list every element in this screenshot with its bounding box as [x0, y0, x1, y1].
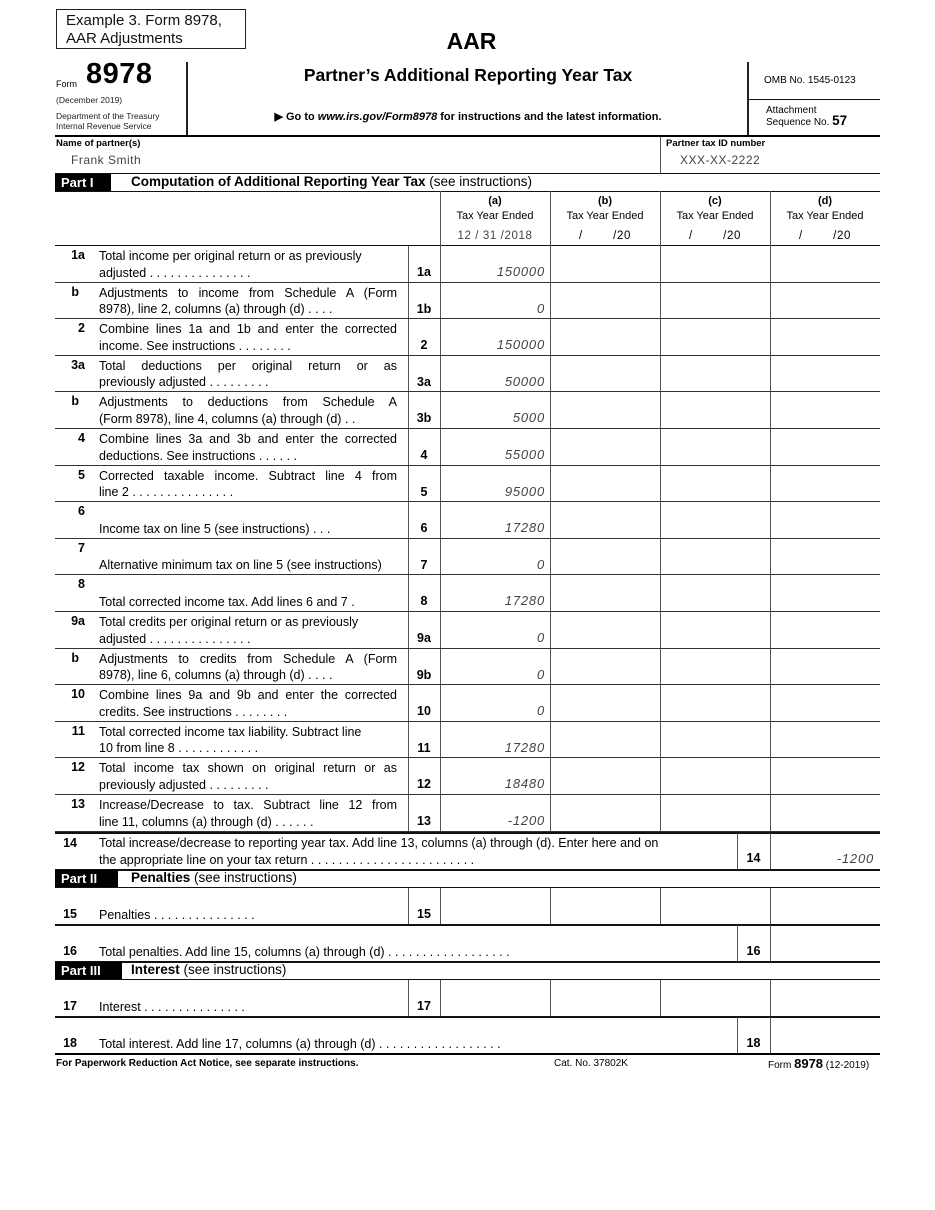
line-description-2: income. See instructions . . . . . . . . [99, 338, 291, 353]
col-d-value-field[interactable] [770, 722, 880, 759]
line-number: 13 [71, 797, 85, 811]
part2-tag: Part II [55, 870, 118, 887]
line-description [99, 504, 397, 537]
part3-title [131, 962, 286, 977]
line-number: 2 [78, 321, 85, 336]
col-c-value-field[interactable] [660, 356, 770, 393]
part2-title-text: Penalties [131, 870, 191, 885]
col-a-value-field[interactable]: 55000 [504, 447, 545, 462]
line-description [99, 248, 397, 281]
line-description [99, 541, 397, 574]
line-description [99, 468, 397, 501]
col-a-value-field[interactable]: 17280 [504, 739, 545, 755]
line15-col-a-field[interactable] [440, 888, 551, 924]
col-b-value-field[interactable] [550, 356, 660, 393]
line-number: 8 [78, 577, 85, 592]
line-13-row [55, 795, 880, 832]
sequence-number: 57 [832, 113, 848, 128]
line-description: Penalties . . . . . . . . . . . . . . . [99, 908, 255, 922]
aar-heading: AAR [446, 28, 497, 54]
partner-tin-label: Partner tax ID number [666, 138, 766, 149]
col-c-value-field[interactable] [660, 685, 770, 722]
line14-value-field[interactable]: -1200 [836, 851, 874, 866]
line-description-1: Total income per original return or as previously [99, 249, 362, 263]
col-a-value-field[interactable]: 18480 [504, 776, 545, 792]
column-header-b [550, 194, 660, 244]
col-b-value-field[interactable] [550, 795, 660, 832]
line-description-2: 10 from line 8 . . . . . . . . . . . . [99, 741, 259, 756]
col-d-value-field[interactable] [770, 356, 880, 393]
footer-form-suffix: (12-2019) [823, 1060, 870, 1071]
col-d-value-field[interactable] [770, 685, 880, 722]
line-box-label: 17 [417, 999, 431, 1013]
line-number: b [71, 284, 79, 299]
line-description: Total interest. Add line 17, columns (a) through (d) . . . . . . . . . . . . . . . . . . [99, 1037, 501, 1051]
line-8-row [55, 575, 880, 612]
line-11-row [55, 722, 880, 759]
line-description-2: Income tax on line 5 (see instructions) . . . [99, 521, 331, 536]
line-number: 6 [78, 504, 85, 519]
col-d-value-field[interactable] [770, 319, 880, 356]
col-a-value-field[interactable]: 0 [536, 300, 545, 316]
line-description-2: (Form 8978), line 4, columns (a) through (d) . . [99, 411, 356, 426]
line-description-2: line 2 . . . . . . . . . . . . . . . [99, 485, 234, 500]
paperwork-notice: For Paperwork Reduction Act Notice, see separate instructions. [56, 1058, 359, 1069]
line-number: 5 [78, 467, 85, 482]
part3-tag: Part III [55, 962, 122, 979]
line-description-1: Total increase/decrease to reporting year tax. Add line 13, columns (a) through (d). Enter here and on [99, 836, 659, 850]
line-description [99, 321, 397, 354]
column-letter: (b) [597, 195, 613, 207]
line-number: 11 [71, 723, 85, 738]
attachment-label: Attachment [766, 105, 817, 116]
col-a-value-field[interactable]: 0 [536, 666, 545, 682]
line-description: Total penalties. Add line 15, columns (a) through (d) . . . . . . . . . . . . . . . . . . [99, 945, 510, 959]
line-number: 18 [63, 1036, 77, 1050]
line-description-1 [99, 504, 397, 521]
line-description-2: adjusted . . . . . . . . . . . . . . . [99, 631, 251, 646]
col-d-value-field[interactable] [770, 283, 880, 320]
dept-line2: Internal Revenue Service [56, 121, 152, 131]
line-number: 14 [63, 836, 77, 850]
line16-value-field[interactable] [770, 925, 881, 961]
line-description-1 [99, 541, 397, 558]
line-description-1: Total income tax shown on original return or as [99, 761, 397, 776]
col-c-value-field[interactable] [660, 758, 770, 795]
col-b-value-field[interactable] [550, 466, 660, 503]
line-number: b [71, 394, 79, 409]
col-c-value-field[interactable] [660, 575, 770, 612]
col-d-value-field[interactable] [770, 795, 880, 832]
line-description-1: Increase/Decrease to tax. Subtract line 12 from [99, 798, 397, 812]
line-box-label: 11 [417, 740, 431, 755]
col-d-value-field[interactable] [770, 466, 880, 503]
line-box-label: 3b [416, 411, 432, 426]
tax-year-ended-date-field[interactable]: / /20 [689, 230, 741, 242]
line-description [99, 358, 397, 391]
line17-box-border [408, 980, 409, 1016]
form-bottom-rule [55, 1053, 880, 1055]
line-2-row [55, 319, 880, 356]
attachment-sequence [766, 106, 847, 128]
part2-title [131, 870, 297, 885]
col-c-value-field[interactable] [660, 795, 770, 832]
line-description [99, 285, 397, 318]
line-description-1: Adjustments to credits from Schedule A (Form [99, 651, 397, 666]
line17-col-c-field[interactable] [660, 980, 771, 1016]
line-12-row [55, 758, 880, 795]
column-label: Tax Year Ended [786, 210, 864, 222]
example-label-line2: AAR Adjustments [66, 30, 183, 47]
line-box-label: 1a [417, 265, 431, 279]
line-number: 17 [63, 999, 77, 1013]
column-label: Tax Year Ended [456, 210, 534, 222]
line16-box-label: 16 [746, 944, 761, 958]
line-box-label: 13 [417, 814, 431, 828]
form-word: Form [56, 79, 77, 89]
column-letter: (c) [708, 195, 722, 207]
line-description: Interest . . . . . . . . . . . . . . . [99, 1000, 245, 1014]
line15-col-c-field[interactable] [660, 888, 771, 924]
col-a-value-field[interactable]: 17280 [504, 593, 545, 609]
line-1a-row [55, 246, 880, 283]
partner-divider [660, 137, 661, 173]
line-4-row [55, 429, 880, 466]
col-a-value-field[interactable]: 17280 [504, 520, 545, 536]
line-description-1: Total credits per original return or as previously [99, 615, 359, 629]
col-d-value-field[interactable] [770, 246, 880, 283]
part3-title-note: (see instructions) [179, 962, 287, 977]
line-description-1: Adjustments to deductions from Schedule A [99, 395, 397, 410]
part1-header-rule [55, 191, 880, 192]
col-b-value-field[interactable] [550, 392, 660, 429]
col-b-value-field[interactable] [550, 612, 660, 649]
line-number: 12 [71, 760, 85, 775]
line-description [99, 724, 397, 757]
goto-prefix: ▶ Go to [274, 111, 318, 123]
part1-title-text: Computation of Additional Reporting Year Tax [131, 174, 426, 189]
partner-name-field[interactable]: Frank Smith [71, 153, 142, 167]
col-b-value-field[interactable] [550, 319, 660, 356]
line-5-row [55, 466, 880, 503]
part1-tag: Part I [55, 174, 111, 191]
line-box-label: 12 [417, 777, 431, 792]
col-d-value-field[interactable] [770, 539, 880, 576]
line-description-2: line 11, columns (a) through (d) . . . . . . [99, 814, 314, 829]
col-b-value-field[interactable] [550, 575, 660, 612]
col-c-value-field[interactable] [660, 722, 770, 759]
column-label: Tax Year Ended [676, 210, 754, 222]
line-description [99, 835, 739, 868]
col-c-value-field[interactable] [660, 429, 770, 466]
line-box-label: 7 [420, 557, 428, 572]
partner-name-label: Name of partner(s) [56, 138, 141, 149]
footer-form-number: 8978 [794, 1056, 824, 1071]
line-description [99, 651, 397, 684]
line17-col-a-field[interactable] [440, 980, 551, 1016]
col-d-value-field[interactable] [770, 575, 880, 612]
line-description [99, 614, 397, 647]
col-c-value-field[interactable] [660, 392, 770, 429]
tax-year-ended-date-field[interactable]: / /20 [579, 230, 631, 242]
col-b-value-field[interactable] [550, 758, 660, 795]
line15-col-b-field[interactable] [550, 888, 661, 924]
line-3a-row [55, 356, 880, 393]
line-box-label: 4 [420, 448, 428, 462]
line-description [99, 797, 397, 830]
line-description-1: Adjustments to income from Schedule A (Form [99, 285, 397, 300]
line-number: 4 [78, 431, 85, 445]
col-c-value-field[interactable] [660, 283, 770, 320]
line-number: 15 [63, 907, 77, 921]
line-description-2: credits. See instructions . . . . . . . . [99, 704, 288, 719]
col-b-value-field[interactable] [550, 649, 660, 686]
line17-col-d-field[interactable] [770, 980, 881, 1016]
line-description [99, 577, 397, 610]
line-box-label: 15 [417, 907, 431, 921]
line-description [99, 431, 397, 464]
irs-url-link[interactable]: www.irs.gov/Form8978 [317, 111, 438, 123]
col-d-value-field[interactable] [770, 429, 880, 466]
col-a-value-field[interactable]: 95000 [504, 483, 545, 499]
line-description-2: 8978), line 6, columns (a) through (d) . . . . [99, 668, 333, 683]
part3-title-text: Interest [131, 962, 180, 977]
line-description-2: Alternative minimum tax on line 5 (see instructions) [99, 558, 382, 573]
line-description-2: adjusted . . . . . . . . . . . . . . . [99, 265, 251, 280]
line-description [99, 394, 397, 427]
col-a-value-field[interactable]: 0 [536, 703, 545, 719]
col-b-value-field[interactable] [550, 502, 660, 539]
sequence-label: Sequence No. [766, 117, 830, 128]
col-d-value-field[interactable] [770, 649, 880, 686]
col-c-value-field[interactable] [660, 319, 770, 356]
line14-box-label: 14 [746, 851, 761, 865]
line-number: 16 [63, 944, 77, 958]
col-c-value-field[interactable] [660, 502, 770, 539]
line18-value-field[interactable] [770, 1017, 881, 1053]
line-box-label: 3a [417, 374, 431, 389]
column-header-d [770, 194, 880, 244]
line-description-2: deductions. See instructions . . . . . . [99, 448, 298, 463]
part1-title-note: (see instructions) [425, 174, 533, 189]
col-a-value-field[interactable]: -1200 [507, 813, 545, 828]
footer-form-prefix: Form [768, 1060, 795, 1071]
line-description-1: Combine lines 9a and 9b and enter the corrected [99, 688, 397, 703]
col-c-value-field[interactable] [660, 612, 770, 649]
col-d-value-field[interactable] [770, 502, 880, 539]
col-a-value-field[interactable]: 150000 [496, 337, 545, 353]
column-letter: (d) [817, 195, 833, 207]
column-label: Tax Year Ended [566, 210, 644, 222]
line-box-label: 2 [420, 338, 428, 353]
line-number: 10 [71, 687, 85, 702]
line-description [99, 687, 397, 720]
cat-number: Cat. No. 37802K [554, 1058, 628, 1069]
part1-title [131, 174, 532, 189]
column-header-c [660, 194, 770, 244]
line-number: 9a [71, 614, 85, 628]
column-letter: (a) [488, 195, 502, 207]
line-description-2: 8978), line 2, columns (a) through (d) . . . . [99, 302, 333, 317]
line-9b-row [55, 649, 880, 686]
col-b-value-field[interactable] [550, 429, 660, 466]
line-box-label: 9b [416, 667, 432, 682]
line-number: b [71, 650, 79, 665]
line18-box-label: 18 [746, 1036, 761, 1050]
line-box-label: 10 [417, 704, 431, 719]
line-6-row [55, 502, 880, 539]
department-info [56, 111, 159, 131]
col-a-value-field[interactable]: 5000 [512, 410, 545, 426]
form-title: Partner’s Additional Reporting Year Tax [303, 65, 633, 85]
line-description-1: Total deductions per original return or as [99, 358, 397, 373]
line-1b-row [55, 283, 880, 320]
col-a-value-field[interactable]: 0 [536, 556, 545, 572]
line17-col-b-field[interactable] [550, 980, 661, 1016]
line-description [99, 760, 397, 793]
goto-suffix: for instructions and the latest information. [437, 111, 662, 123]
line-10-row [55, 685, 880, 722]
col-a-value-field[interactable]: 150000 [496, 264, 545, 279]
part2-title-note: (see instructions) [190, 870, 297, 885]
instructions-link-line [188, 110, 748, 123]
footer-form-id [768, 1056, 869, 1071]
dept-line1: Department of the Treasury [56, 111, 160, 121]
col-c-value-field[interactable] [660, 246, 770, 283]
line-description-2: the appropriate line on your tax return . . . . . . . . . . . . . . . . . . . . . . . . [99, 852, 475, 867]
line-description-1: Corrected taxable income. Subtract line 4 from [99, 468, 397, 483]
col-b-value-field[interactable] [550, 246, 660, 283]
line-description-1: Combine lines 3a and 3b and enter the corrected [99, 432, 397, 446]
line-box-label: 6 [420, 521, 428, 536]
partner-tin-field[interactable]: XXX-XX-2222 [680, 153, 761, 167]
line-box-label: 9a [417, 631, 431, 645]
col-d-value-field[interactable] [770, 392, 880, 429]
line-3b-row [55, 392, 880, 429]
example-label-line1: Example 3. Form 8978, [66, 12, 222, 29]
col-b-value-field[interactable] [550, 539, 660, 576]
line-description-2: previously adjusted . . . . . . . . . [99, 375, 269, 390]
col-b-value-field[interactable] [550, 685, 660, 722]
tax-year-ended-date-field[interactable]: 12 / 31 /2018 [457, 230, 533, 242]
header-bottom-rule [55, 135, 880, 137]
col-d-value-field[interactable] [770, 612, 880, 649]
col-b-value-field[interactable] [550, 722, 660, 759]
line-9a-row [55, 612, 880, 649]
line-7-row [55, 539, 880, 576]
line-box-label: 5 [420, 484, 428, 499]
line-number: 1a [71, 248, 85, 262]
line15-box-border [408, 888, 409, 924]
form-date: (December 2019) [56, 95, 123, 105]
omb-number: OMB No. 1545-0123 [764, 75, 856, 86]
col-a-value-field[interactable]: 50000 [504, 373, 545, 389]
col-c-value-field[interactable] [660, 466, 770, 503]
line-description-1: Combine lines 1a and 1b and enter the corrected [99, 322, 397, 337]
tax-year-ended-date-field[interactable]: / /20 [799, 230, 851, 242]
line-description-1: Total corrected income tax liability. Subtract line [99, 724, 362, 739]
form-number: 8978 [86, 58, 153, 90]
col-c-value-field[interactable] [660, 649, 770, 686]
line-number: 3a [71, 357, 85, 372]
line-description-2: previously adjusted . . . . . . . . . [99, 777, 269, 792]
omb-divider [748, 99, 880, 100]
column-header-a [440, 194, 550, 244]
col-c-value-field[interactable] [660, 539, 770, 576]
line-number: 7 [78, 540, 85, 555]
col-a-value-field[interactable]: 0 [536, 630, 545, 645]
col-d-value-field[interactable] [770, 758, 880, 795]
line-description-1 [99, 577, 397, 594]
line-box-label: 8 [420, 594, 428, 609]
line-description-2: Total corrected income tax. Add lines 6 and 7 . [99, 594, 355, 609]
col-b-value-field[interactable] [550, 283, 660, 320]
line-box-label: 1b [416, 301, 432, 316]
line15-col-d-field[interactable] [770, 888, 881, 924]
